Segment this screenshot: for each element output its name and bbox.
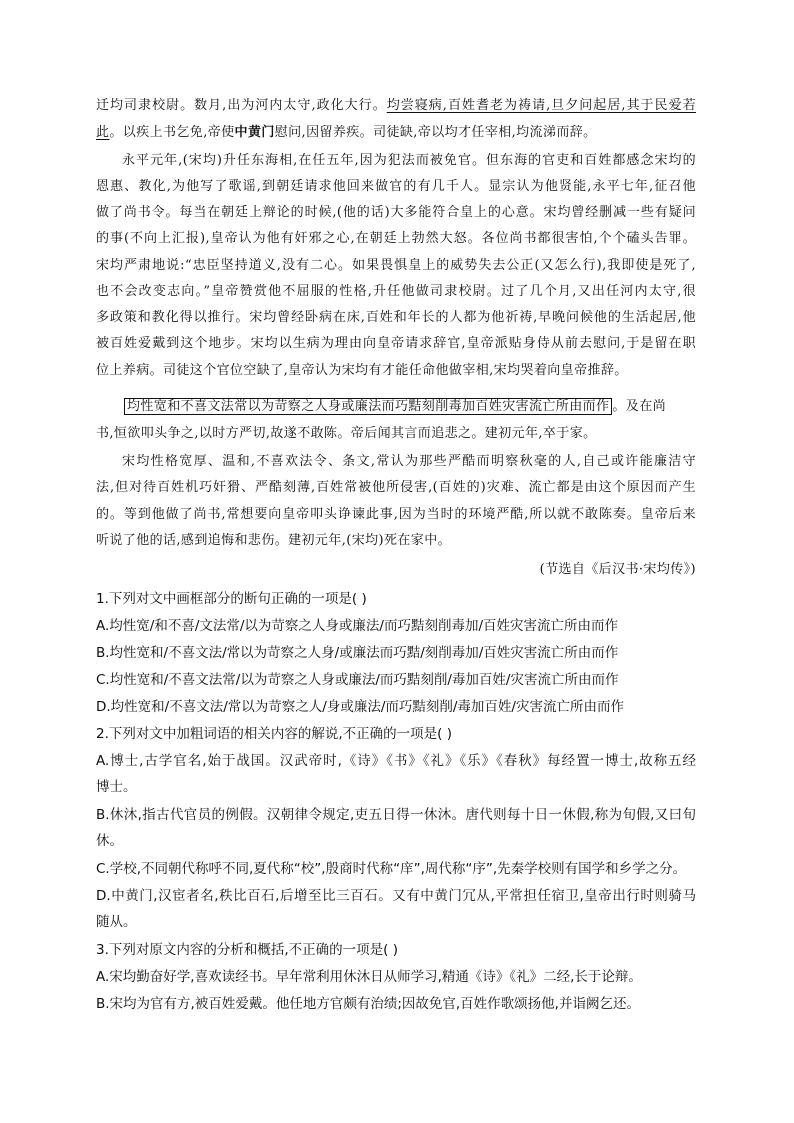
question-1-option-b: B.均性宽和/不喜文法/常以为苛察之人身/或廉法而巧黠/刻削毒加/百姓灾害流亡所由而作 (96, 645, 619, 661)
question-3-stem: 3.下列对原文内容的分析和概括,不正确的一项是( ) (96, 942, 398, 958)
question-3-option-a: A.宋均勤奋好学,喜欢读经书。早年常利用休沐日从师学习,精通《诗》《礼》二经,长于论辩。 (96, 969, 642, 985)
translation-line: 听说了他的话,感到追悔和悲伤。建初元年,(宋均)死在家中。 (96, 533, 452, 548)
question-2-stem: 2.下列对文中加粗词语的相关内容的解说,不正确的一项是( ) (96, 726, 452, 742)
question-1-stem: 1.下列对文中画框部分的断句正确的一项是( ) (96, 591, 367, 607)
translation-line: 位上养病。司徒这个官位空缺了,皇帝认为宋均有才能任命他做宰相,宋均哭着向皇帝推辞。 (96, 363, 628, 378)
question-2-option-d-cont: 随从。 (96, 914, 137, 930)
boxed-sentence: 均性宽和不喜文法常以为苛察之人身或廉法而巧黠刻削毒加百姓灾害流亡所由而作 (124, 398, 612, 415)
question-2-option-a: A.博士,古学官名,始于战国。汉武帝时,《诗》《书》《礼》《乐》《春秋》每经置一博士,故称五经 (96, 753, 696, 769)
question-1-option-d: D.均性宽和/不喜文法/常以为苛察之人/身或廉法/而巧黠刻削/毒加百姓/灾害流亡所由而作 (96, 699, 624, 715)
translation-line: 也不会改变志向。”皇帝赞赏他不屈服的性格,升任他做司隶校尉。过了几个月,又出任河内太守,很 (96, 284, 696, 299)
passage-text: 迁均司隶校尉。数月,出为河内太守,政化大行。 (96, 98, 387, 113)
source-citation: (节选自《后汉书·宋均传》) (539, 562, 696, 577)
question-2-option-c: C.学校,不同朝代称呼不同,夏代称“校”,殷商时代称“庠”,周代称“序”,先秦学校则有国学和乡学之分。 (96, 861, 687, 877)
boxed-passage-line (124, 397, 696, 417)
question-2-option-b: B.休沐,指古代官员的例假。汉朝律令规定,吏五日得一休沐。唐代则每十日一休假,称为旬假,又曰旬 (96, 807, 696, 823)
translation-line: 被百姓爱戴到这个地步。宋均以生病为理由向皇帝请求辞官,皇帝派贴身侍从前去慰问,于是留在职 (96, 336, 696, 351)
question-3-option-b: B.宋均为官有方,被百姓爱戴。他任地方官颇有治绩;因故免官,百姓作歌颂扬他,并诣阙乞还。 (96, 996, 640, 1012)
translation-line: 法,但对待百姓机巧奸猾、严酷刻薄,百姓常被他所侵害,(百姓的)灾难、流亡都是由这个原因而产生 (96, 480, 696, 495)
question-2-option-b-cont: 休。 (96, 833, 123, 849)
question-2-option-d: D.中黄门,汉宦者名,秩比百石,后增至比三百石。又有中黄门冗从,平常担任宿卫,皇帝出行时则骑马 (96, 888, 696, 904)
question-1-option-c: C.均性宽和/不喜文法常/以为苛察之人身或廉法/而巧黠刻削/毒加百姓/灾害流亡所由而作 (96, 672, 619, 688)
underlined-sentence-end: 此 (96, 125, 110, 140)
translation-line: 做了尚书令。每当在朝廷上辩论的时候,(他的话)大多能符合皇上的心意。宋均曾经删减一些有疑问 (96, 205, 696, 220)
translation-line: 恩惠、教化,为他写了歌谣,到朝廷请求他回来做官的有几千人。显宗认为他贤能,永平七年,征召他 (96, 179, 696, 194)
passage-line-3: 书,恒欲叩头争之,以时方严切,故遂不敢陈。帝后闻其言而追悲之。建初元年,卒于家。 (96, 426, 597, 441)
passage-text: 慰问,因留养疾。司徒缺,帝以均才任宰相,均流涕而辞。 (274, 125, 597, 140)
passage-text: 。以疾上书乞免,帝使 (109, 125, 235, 140)
translation-line: 多政策和教化得以推行。宋均曾经卧病在床,百姓和年长的人都为他祈祷,早晚问候他的生活起居,他 (96, 310, 696, 325)
underlined-sentence: 均尝寝病,百姓耆老为祷请,旦夕问起居,其于民爱若 (386, 98, 696, 113)
translation-line: 宋均性格宽厚、温和,不喜欢法令、条文,常认为那些严酷而明察秋毫的人,自己或许能廉洁守 (122, 454, 696, 469)
question-2-option-a-cont: 博士。 (96, 779, 137, 795)
translation-line: 宋均严肃地说:“忠臣坚持道义,没有二心。如果畏惧皇上的威势失去公正(又怎么行),我即使是死了, (96, 258, 696, 273)
passage-text: 。及在尚 (612, 399, 667, 414)
translation-line: 永平元年,(宋均)升任东海相,在任五年,因为犯法而被免官。但东海的官吏和百姓都感念宋均的 (122, 153, 696, 168)
translation-line: 的事(不向上汇报),皇帝认为他有奸邪之心,在朝廷上勃然大怒。各位尚书都很害怕,个个磕头告罪。 (96, 231, 696, 246)
translation-line: 的。等到他做了尚书,常想要向皇帝叩头诤谏此事,因为当时的环境严酷,所以就不敢陈奏。皇帝后来 (96, 507, 696, 522)
bold-term: 中黄门 (234, 125, 275, 140)
passage-line-2 (96, 123, 696, 143)
question-1-option-a: A.均性宽/和不喜/文法常/以为苛察之人身或廉法/而巧黠刻削毒加/百姓灾害流亡所由而作 (96, 618, 619, 634)
passage-line-1 (96, 96, 696, 116)
